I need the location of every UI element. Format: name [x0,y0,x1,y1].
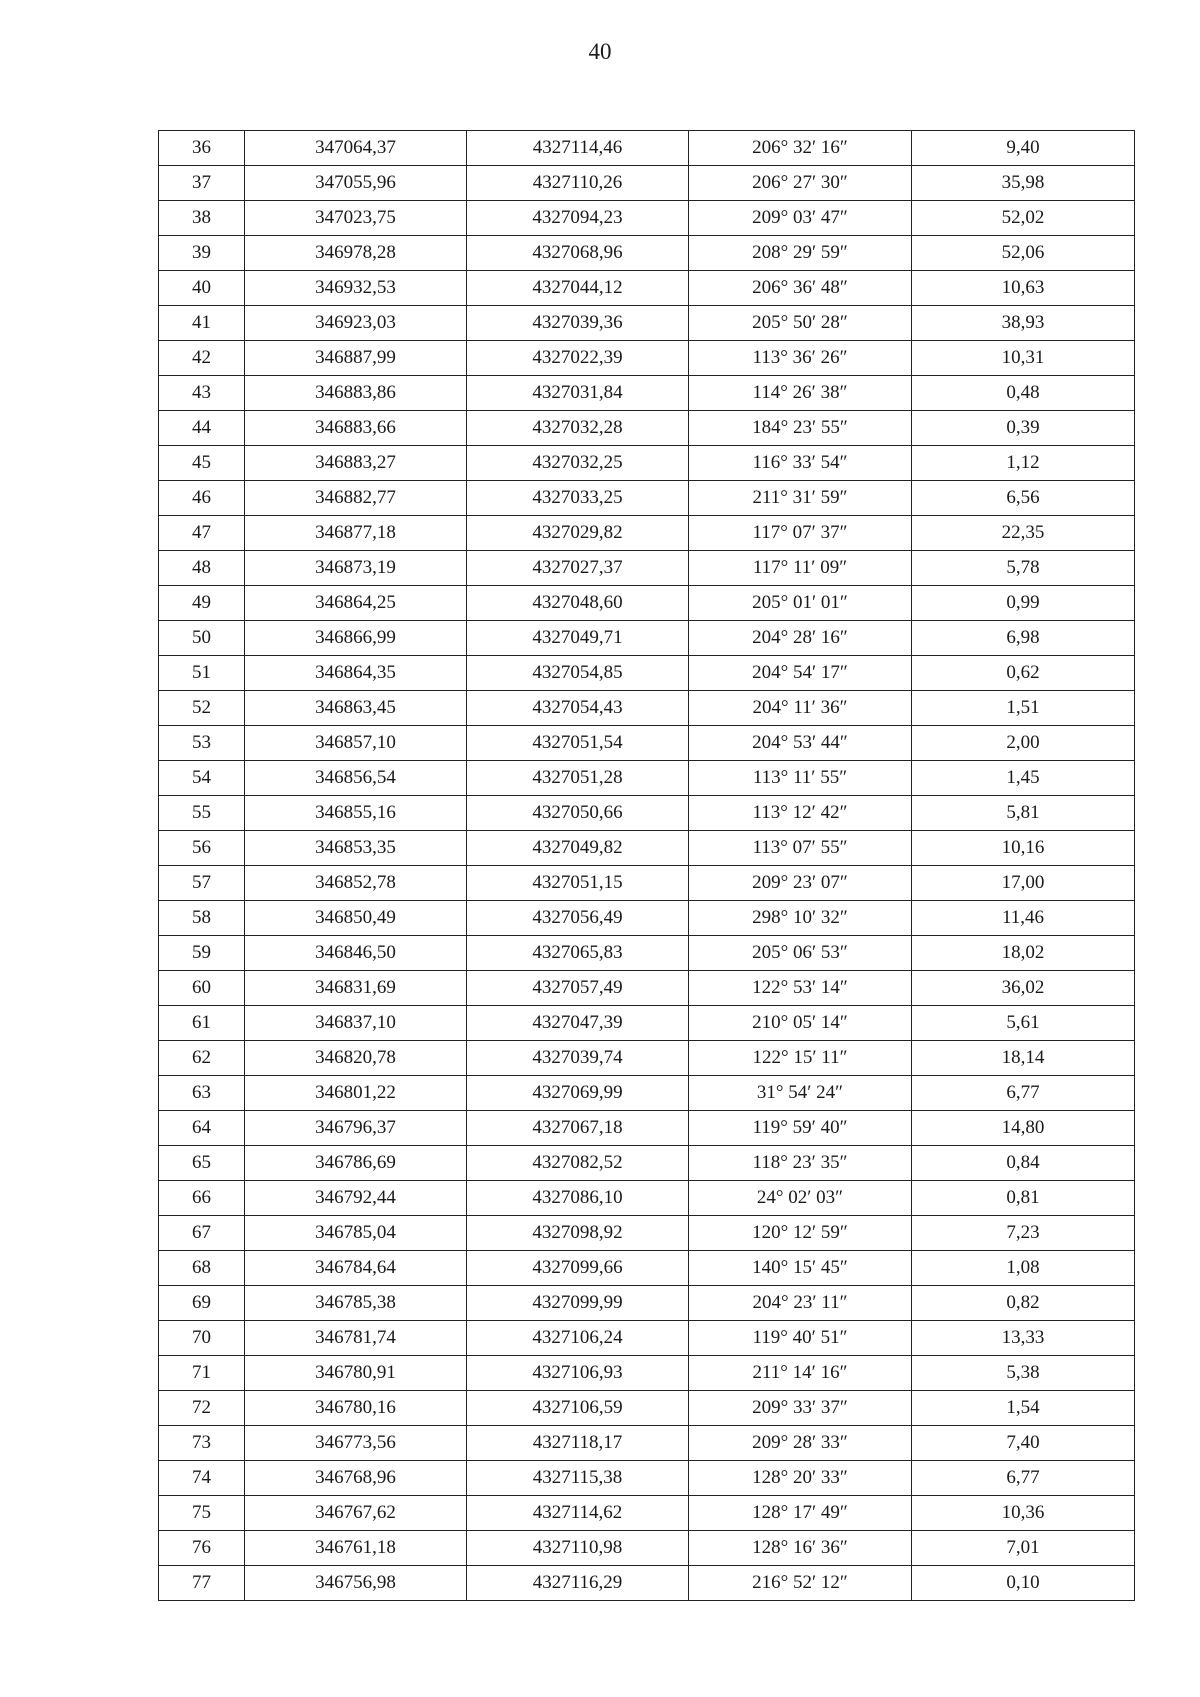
x-coordinate-cell: 346877,18 [245,516,467,551]
y-coordinate-cell: 4327047,39 [467,1006,689,1041]
point-number-cell: 60 [159,971,245,1006]
direction-angle-cell: 118° 23′ 35″ [689,1146,912,1181]
x-coordinate-cell: 346882,77 [245,481,467,516]
distance-cell: 1,12 [912,446,1135,481]
table-row [159,726,1135,761]
table-row [159,1286,1135,1321]
y-coordinate-cell: 4327086,10 [467,1181,689,1216]
table-row [159,376,1135,411]
x-coordinate-cell: 346873,19 [245,551,467,586]
point-number-cell: 56 [159,831,245,866]
y-coordinate-cell: 4327039,36 [467,306,689,341]
point-number-cell: 61 [159,1006,245,1041]
direction-angle-cell: 209° 23′ 07″ [689,866,912,901]
x-coordinate-cell: 347064,37 [245,131,467,166]
x-coordinate-cell: 346786,69 [245,1146,467,1181]
distance-cell: 13,33 [912,1321,1135,1356]
y-coordinate-cell: 4327054,85 [467,656,689,691]
y-coordinate-cell: 4327094,23 [467,201,689,236]
distance-cell: 5,38 [912,1356,1135,1391]
table-row [159,586,1135,621]
table-row [159,1391,1135,1426]
y-coordinate-cell: 4327044,12 [467,271,689,306]
distance-cell: 6,77 [912,1461,1135,1496]
distance-cell: 38,93 [912,306,1135,341]
table-row [159,866,1135,901]
table-row [159,1426,1135,1461]
table-row [159,1076,1135,1111]
table-row [159,1216,1135,1251]
direction-angle-cell: 208° 29′ 59″ [689,236,912,271]
direction-angle-cell: 205° 06′ 53″ [689,936,912,971]
y-coordinate-cell: 4327031,84 [467,376,689,411]
direction-angle-cell: 205° 50′ 28″ [689,306,912,341]
distance-cell: 52,02 [912,201,1135,236]
point-number-cell: 70 [159,1321,245,1356]
x-coordinate-cell: 346767,62 [245,1496,467,1531]
x-coordinate-cell: 346796,37 [245,1111,467,1146]
direction-angle-cell: 114° 26′ 38″ [689,376,912,411]
distance-cell: 22,35 [912,516,1135,551]
direction-angle-cell: 113° 12′ 42″ [689,796,912,831]
point-number-cell: 57 [159,866,245,901]
distance-cell: 0,99 [912,586,1135,621]
x-coordinate-cell: 346785,04 [245,1216,467,1251]
distance-cell: 10,36 [912,1496,1135,1531]
x-coordinate-cell: 346780,16 [245,1391,467,1426]
distance-cell: 0,62 [912,656,1135,691]
table-row [159,516,1135,551]
y-coordinate-cell: 4327057,49 [467,971,689,1006]
y-coordinate-cell: 4327110,26 [467,166,689,201]
y-coordinate-cell: 4327051,54 [467,726,689,761]
distance-cell: 5,81 [912,796,1135,831]
x-coordinate-cell: 346780,91 [245,1356,467,1391]
direction-angle-cell: 209° 03′ 47″ [689,201,912,236]
point-number-cell: 66 [159,1181,245,1216]
distance-cell: 11,46 [912,901,1135,936]
y-coordinate-cell: 4327116,29 [467,1566,689,1601]
x-coordinate-cell: 346883,86 [245,376,467,411]
y-coordinate-cell: 4327033,25 [467,481,689,516]
y-coordinate-cell: 4327098,92 [467,1216,689,1251]
point-number-cell: 38 [159,201,245,236]
x-coordinate-cell: 346852,78 [245,866,467,901]
distance-cell: 18,14 [912,1041,1135,1076]
direction-angle-cell: 31° 54′ 24″ [689,1076,912,1111]
point-number-cell: 73 [159,1426,245,1461]
y-coordinate-cell: 4327068,96 [467,236,689,271]
point-number-cell: 77 [159,1566,245,1601]
table-row [159,306,1135,341]
point-number-cell: 59 [159,936,245,971]
distance-cell: 10,63 [912,271,1135,306]
x-coordinate-cell: 346761,18 [245,1531,467,1566]
table-row [159,971,1135,1006]
direction-angle-cell: 119° 59′ 40″ [689,1111,912,1146]
x-coordinate-cell: 346831,69 [245,971,467,1006]
table-row [159,166,1135,201]
x-coordinate-cell: 346773,56 [245,1426,467,1461]
y-coordinate-cell: 4327049,82 [467,831,689,866]
table-row [159,1041,1135,1076]
table-row [159,691,1135,726]
x-coordinate-cell: 346883,27 [245,446,467,481]
table-row [159,236,1135,271]
distance-cell: 6,98 [912,621,1135,656]
distance-cell: 0,39 [912,411,1135,446]
y-coordinate-cell: 4327049,71 [467,621,689,656]
coordinates-table-body [159,131,1135,1601]
table-row [159,1146,1135,1181]
table-row [159,341,1135,376]
point-number-cell: 41 [159,306,245,341]
point-number-cell: 74 [159,1461,245,1496]
x-coordinate-cell: 346932,53 [245,271,467,306]
y-coordinate-cell: 4327022,39 [467,341,689,376]
distance-cell: 9,40 [912,131,1135,166]
direction-angle-cell: 113° 11′ 55″ [689,761,912,796]
distance-cell: 52,06 [912,236,1135,271]
distance-cell: 36,02 [912,971,1135,1006]
x-coordinate-cell: 346820,78 [245,1041,467,1076]
y-coordinate-cell: 4327051,28 [467,761,689,796]
table-row [159,1006,1135,1041]
distance-cell: 14,80 [912,1111,1135,1146]
table-row [159,1531,1135,1566]
x-coordinate-cell: 346863,45 [245,691,467,726]
direction-angle-cell: 184° 23′ 55″ [689,411,912,446]
point-number-cell: 46 [159,481,245,516]
distance-cell: 5,61 [912,1006,1135,1041]
coordinates-table [158,130,1135,1601]
distance-cell: 6,56 [912,481,1135,516]
direction-angle-cell: 119° 40′ 51″ [689,1321,912,1356]
direction-angle-cell: 205° 01′ 01″ [689,586,912,621]
point-number-cell: 52 [159,691,245,726]
distance-cell: 0,82 [912,1286,1135,1321]
point-number-cell: 69 [159,1286,245,1321]
distance-cell: 0,48 [912,376,1135,411]
direction-angle-cell: 113° 07′ 55″ [689,831,912,866]
direction-angle-cell: 210° 05′ 14″ [689,1006,912,1041]
distance-cell: 0,10 [912,1566,1135,1601]
x-coordinate-cell: 346785,38 [245,1286,467,1321]
point-number-cell: 62 [159,1041,245,1076]
direction-angle-cell: 204° 11′ 36″ [689,691,912,726]
y-coordinate-cell: 4327114,62 [467,1496,689,1531]
point-number-cell: 45 [159,446,245,481]
direction-angle-cell: 117° 11′ 09″ [689,551,912,586]
direction-angle-cell: 128° 20′ 33″ [689,1461,912,1496]
point-number-cell: 49 [159,586,245,621]
distance-cell: 7,01 [912,1531,1135,1566]
x-coordinate-cell: 346781,74 [245,1321,467,1356]
distance-cell: 0,84 [912,1146,1135,1181]
y-coordinate-cell: 4327054,43 [467,691,689,726]
direction-angle-cell: 206° 32′ 16″ [689,131,912,166]
x-coordinate-cell: 346768,96 [245,1461,467,1496]
distance-cell: 10,31 [912,341,1135,376]
x-coordinate-cell: 346923,03 [245,306,467,341]
point-number-cell: 58 [159,901,245,936]
point-number-cell: 67 [159,1216,245,1251]
y-coordinate-cell: 4327099,99 [467,1286,689,1321]
table-row [159,446,1135,481]
table-row [159,796,1135,831]
point-number-cell: 75 [159,1496,245,1531]
distance-cell: 35,98 [912,166,1135,201]
table-row [159,831,1135,866]
table-row [159,271,1135,306]
table-row [159,1566,1135,1601]
y-coordinate-cell: 4327027,37 [467,551,689,586]
point-number-cell: 42 [159,341,245,376]
point-number-cell: 54 [159,761,245,796]
table-row [159,1111,1135,1146]
x-coordinate-cell: 346792,44 [245,1181,467,1216]
y-coordinate-cell: 4327106,93 [467,1356,689,1391]
distance-cell: 5,78 [912,551,1135,586]
direction-angle-cell: 116° 33′ 54″ [689,446,912,481]
y-coordinate-cell: 4327056,49 [467,901,689,936]
direction-angle-cell: 206° 27′ 30″ [689,166,912,201]
x-coordinate-cell: 347055,96 [245,166,467,201]
direction-angle-cell: 122° 53′ 14″ [689,971,912,1006]
table-row [159,411,1135,446]
point-number-cell: 65 [159,1146,245,1181]
y-coordinate-cell: 4327039,74 [467,1041,689,1076]
table-row [159,936,1135,971]
direction-angle-cell: 128° 16′ 36″ [689,1531,912,1566]
direction-angle-cell: 209° 28′ 33″ [689,1426,912,1461]
point-number-cell: 48 [159,551,245,586]
distance-cell: 6,77 [912,1076,1135,1111]
distance-cell: 2,00 [912,726,1135,761]
table-row [159,481,1135,516]
x-coordinate-cell: 346855,16 [245,796,467,831]
distance-cell: 7,23 [912,1216,1135,1251]
direction-angle-cell: 24° 02′ 03″ [689,1181,912,1216]
point-number-cell: 68 [159,1251,245,1286]
x-coordinate-cell: 346883,66 [245,411,467,446]
point-number-cell: 39 [159,236,245,271]
table-row [159,1321,1135,1356]
y-coordinate-cell: 4327099,66 [467,1251,689,1286]
table-row [159,901,1135,936]
point-number-cell: 64 [159,1111,245,1146]
table-row [159,1251,1135,1286]
point-number-cell: 50 [159,621,245,656]
direction-angle-cell: 211° 14′ 16″ [689,1356,912,1391]
x-coordinate-cell: 346801,22 [245,1076,467,1111]
point-number-cell: 55 [159,796,245,831]
point-number-cell: 76 [159,1531,245,1566]
table-row [159,1181,1135,1216]
y-coordinate-cell: 4327051,15 [467,866,689,901]
x-coordinate-cell: 346784,64 [245,1251,467,1286]
direction-angle-cell: 122° 15′ 11″ [689,1041,912,1076]
distance-cell: 1,54 [912,1391,1135,1426]
distance-cell: 0,81 [912,1181,1135,1216]
distance-cell: 10,16 [912,831,1135,866]
point-number-cell: 37 [159,166,245,201]
x-coordinate-cell: 346837,10 [245,1006,467,1041]
point-number-cell: 63 [159,1076,245,1111]
point-number-cell: 43 [159,376,245,411]
direction-angle-cell: 117° 07′ 37″ [689,516,912,551]
table-row [159,131,1135,166]
table-row [159,201,1135,236]
y-coordinate-cell: 4327110,98 [467,1531,689,1566]
direction-angle-cell: 204° 28′ 16″ [689,621,912,656]
distance-cell: 18,02 [912,936,1135,971]
y-coordinate-cell: 4327114,46 [467,131,689,166]
y-coordinate-cell: 4327032,25 [467,446,689,481]
direction-angle-cell: 128° 17′ 49″ [689,1496,912,1531]
x-coordinate-cell: 346887,99 [245,341,467,376]
direction-angle-cell: 204° 53′ 44″ [689,726,912,761]
x-coordinate-cell: 346978,28 [245,236,467,271]
direction-angle-cell: 206° 36′ 48″ [689,271,912,306]
direction-angle-cell: 216° 52′ 12″ [689,1566,912,1601]
point-number-cell: 47 [159,516,245,551]
direction-angle-cell: 298° 10′ 32″ [689,901,912,936]
y-coordinate-cell: 4327106,24 [467,1321,689,1356]
table-row [159,621,1135,656]
table-row [159,1461,1135,1496]
x-coordinate-cell: 346864,35 [245,656,467,691]
point-number-cell: 71 [159,1356,245,1391]
table-row [159,1496,1135,1531]
x-coordinate-cell: 346864,25 [245,586,467,621]
y-coordinate-cell: 4327065,83 [467,936,689,971]
distance-cell: 17,00 [912,866,1135,901]
distance-cell: 7,40 [912,1426,1135,1461]
x-coordinate-cell: 347023,75 [245,201,467,236]
point-number-cell: 44 [159,411,245,446]
table-row [159,1356,1135,1391]
point-number-cell: 72 [159,1391,245,1426]
y-coordinate-cell: 4327067,18 [467,1111,689,1146]
y-coordinate-cell: 4327106,59 [467,1391,689,1426]
y-coordinate-cell: 4327082,52 [467,1146,689,1181]
y-coordinate-cell: 4327069,99 [467,1076,689,1111]
table-row [159,761,1135,796]
x-coordinate-cell: 346866,99 [245,621,467,656]
x-coordinate-cell: 346856,54 [245,761,467,796]
direction-angle-cell: 209° 33′ 37″ [689,1391,912,1426]
direction-angle-cell: 113° 36′ 26″ [689,341,912,376]
y-coordinate-cell: 4327118,17 [467,1426,689,1461]
x-coordinate-cell: 346853,35 [245,831,467,866]
distance-cell: 1,08 [912,1251,1135,1286]
page-number: 40 [588,39,612,64]
x-coordinate-cell: 346846,50 [245,936,467,971]
table-row [159,656,1135,691]
distance-cell: 1,51 [912,691,1135,726]
x-coordinate-cell: 346857,10 [245,726,467,761]
y-coordinate-cell: 4327048,60 [467,586,689,621]
direction-angle-cell: 204° 23′ 11″ [689,1286,912,1321]
y-coordinate-cell: 4327050,66 [467,796,689,831]
x-coordinate-cell: 346850,49 [245,901,467,936]
y-coordinate-cell: 4327032,28 [467,411,689,446]
distance-cell: 1,45 [912,761,1135,796]
x-coordinate-cell: 346756,98 [245,1566,467,1601]
direction-angle-cell: 204° 54′ 17″ [689,656,912,691]
y-coordinate-cell: 4327029,82 [467,516,689,551]
point-number-cell: 51 [159,656,245,691]
y-coordinate-cell: 4327115,38 [467,1461,689,1496]
direction-angle-cell: 140° 15′ 45″ [689,1251,912,1286]
direction-angle-cell: 120° 12′ 59″ [689,1216,912,1251]
point-number-cell: 53 [159,726,245,761]
point-number-cell: 40 [159,271,245,306]
direction-angle-cell: 211° 31′ 59″ [689,481,912,516]
point-number-cell: 36 [159,131,245,166]
table-row [159,551,1135,586]
